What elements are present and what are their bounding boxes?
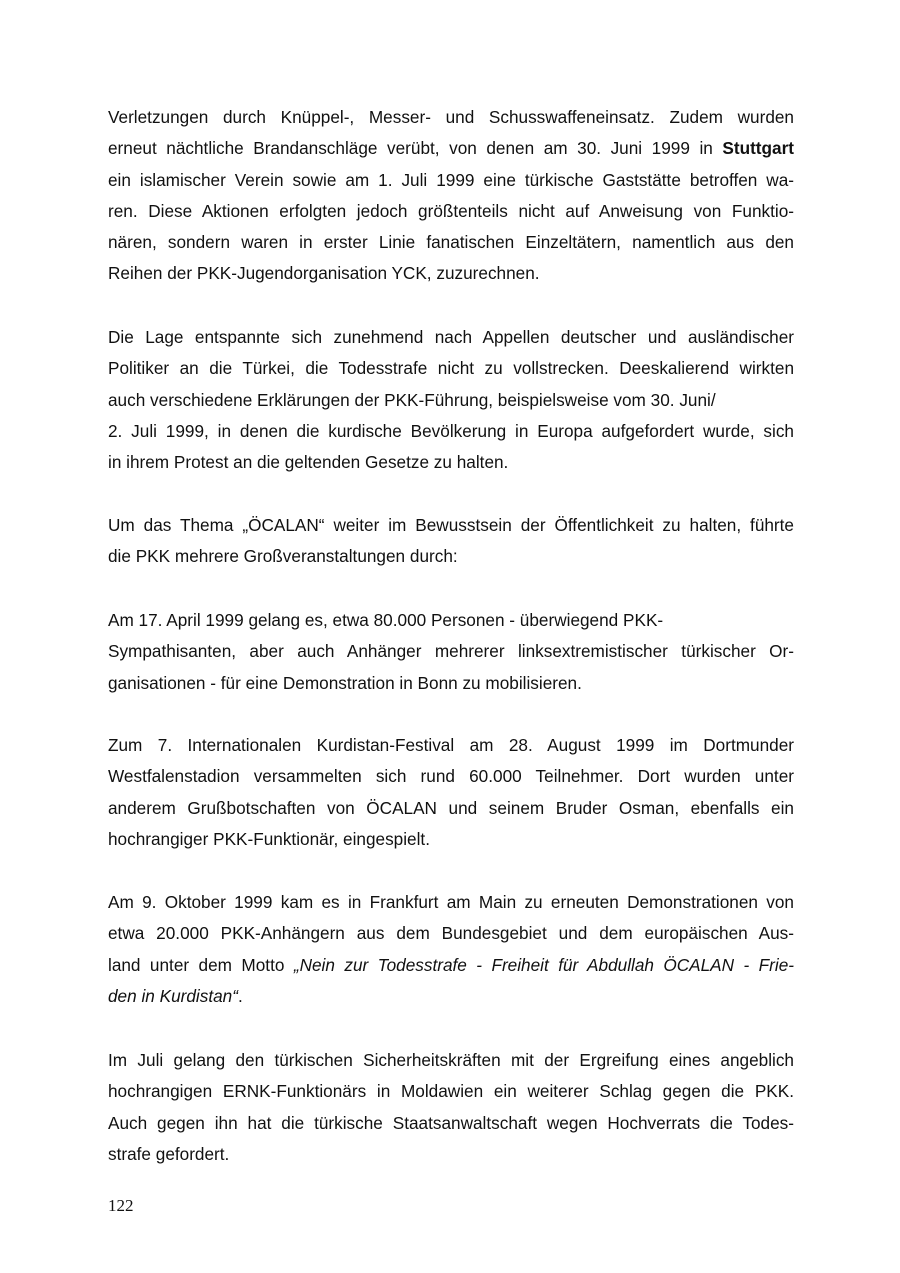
italic-motto: „Nein zur Todesstrafe - Freiheit für Abdullah ÖCALAN - Frie-	[293, 954, 794, 975]
text-line: etwa 20.000 PKK-Anhängern aus dem Bundesgebiet und dem europäischen Aus-	[108, 923, 794, 944]
text-line: Im Juli gelang den türkischen Sicherheitskräften mit der Ergreifung eines angeblich	[108, 1050, 794, 1070]
paragraph-1	[108, 102, 794, 290]
text-line	[108, 133, 794, 164]
text-line: strafe gefordert.	[108, 1143, 230, 1164]
text-line: 2. Juli 1999, in denen die kurdische Bevölkerung in Europa aufgefordert wurde, sich	[108, 420, 794, 441]
text-line: Am 17. April 1999 gelang es, etwa 80.000 Personen - überwiegend PKK-	[108, 610, 664, 630]
page-number: 122	[108, 1196, 134, 1215]
text-line: Verletzungen durch Knüppel-, Messer- und Schusswaffeneinsatz. Zudem wurden	[108, 107, 794, 127]
text-run: erneut nächtliche Brandanschläge verübt, von denen am 30. Juni 1999 in	[108, 138, 723, 159]
text-line: Politiker an die Türkei, die Todesstrafe nicht zu vollstrecken. Deeskalierend wirkten	[108, 358, 794, 379]
bold-city-name: Stuttgart	[722, 138, 794, 159]
text-line: Reihen der PKK-Jugendorganisation YCK, zuzurechnen.	[108, 263, 540, 284]
text-run: .	[237, 985, 243, 1006]
text-line: ein islamischer Verein sowie am 1. Juli 1999 eine türkische Gaststätte betroffen wa-	[108, 169, 794, 190]
text-line: ren. Diese Aktionen erfolgten jedoch größtenteils nicht auf Anweisung von Funktio-	[108, 200, 794, 221]
paragraph-2	[108, 322, 794, 478]
paragraph-3	[108, 510, 794, 573]
paragraph-7	[108, 1045, 794, 1170]
text-line: Um das Thema „ÖCALAN“ weiter im Bewusstsein der Öffentlichkeit zu halten, führte	[108, 515, 794, 535]
text-line: Westfalenstadion versammelten sich rund 60.000 Teilnehmer. Dort wurden unter	[108, 766, 794, 787]
text-line	[108, 950, 794, 981]
text-line: Die Lage entspannte sich zunehmend nach Appellen deutscher und ausländischer	[108, 327, 794, 347]
text-line: Zum 7. Internationalen Kurdistan-Festival am 28. August 1999 im Dortmunder	[108, 735, 794, 755]
text-line	[108, 981, 794, 1012]
text-line: auch verschiedene Erklärungen der PKK-Führung, beispielsweise vom 30. Juni/	[108, 389, 716, 410]
text-line: nären, sondern waren in erster Linie fanatischen Einzeltätern, namentlich aus den	[108, 232, 794, 253]
text-line: hochrangigen ERNK-Funktionärs in Moldawien ein weiterer Schlag gegen die PKK.	[108, 1081, 794, 1102]
text-run: land unter dem Motto	[108, 954, 294, 975]
text-line: Auch gegen ihn hat die türkische Staatsanwaltschaft wegen Hochverrats die Todes-	[108, 1112, 794, 1133]
text-line: Am 9. Oktober 1999 kam es in Frankfurt am Main zu erneuten Demonstrationen von	[108, 892, 794, 912]
text-line: ganisationen - für eine Demonstration in Bonn zu mobilisieren.	[108, 672, 582, 693]
italic-motto: den in Kurdistan“	[108, 985, 238, 1006]
paragraph-4	[108, 605, 794, 699]
paragraph-5	[108, 730, 794, 855]
paragraph-6	[108, 887, 794, 1012]
text-line: anderem Grußbotschaften von ÖCALAN und seinem Bruder Osman, ebenfalls ein	[108, 797, 794, 818]
text-line: Sympathisanten, aber auch Anhänger mehrerer linksextremistischer türkischer Or-	[108, 641, 794, 662]
text-line: in ihrem Protest an die geltenden Gesetze zu halten.	[108, 452, 509, 473]
text-line: hochrangiger PKK-Funktionär, eingespielt.	[108, 828, 430, 849]
text-line: die PKK mehrere Großveranstaltungen durch:	[108, 546, 458, 567]
